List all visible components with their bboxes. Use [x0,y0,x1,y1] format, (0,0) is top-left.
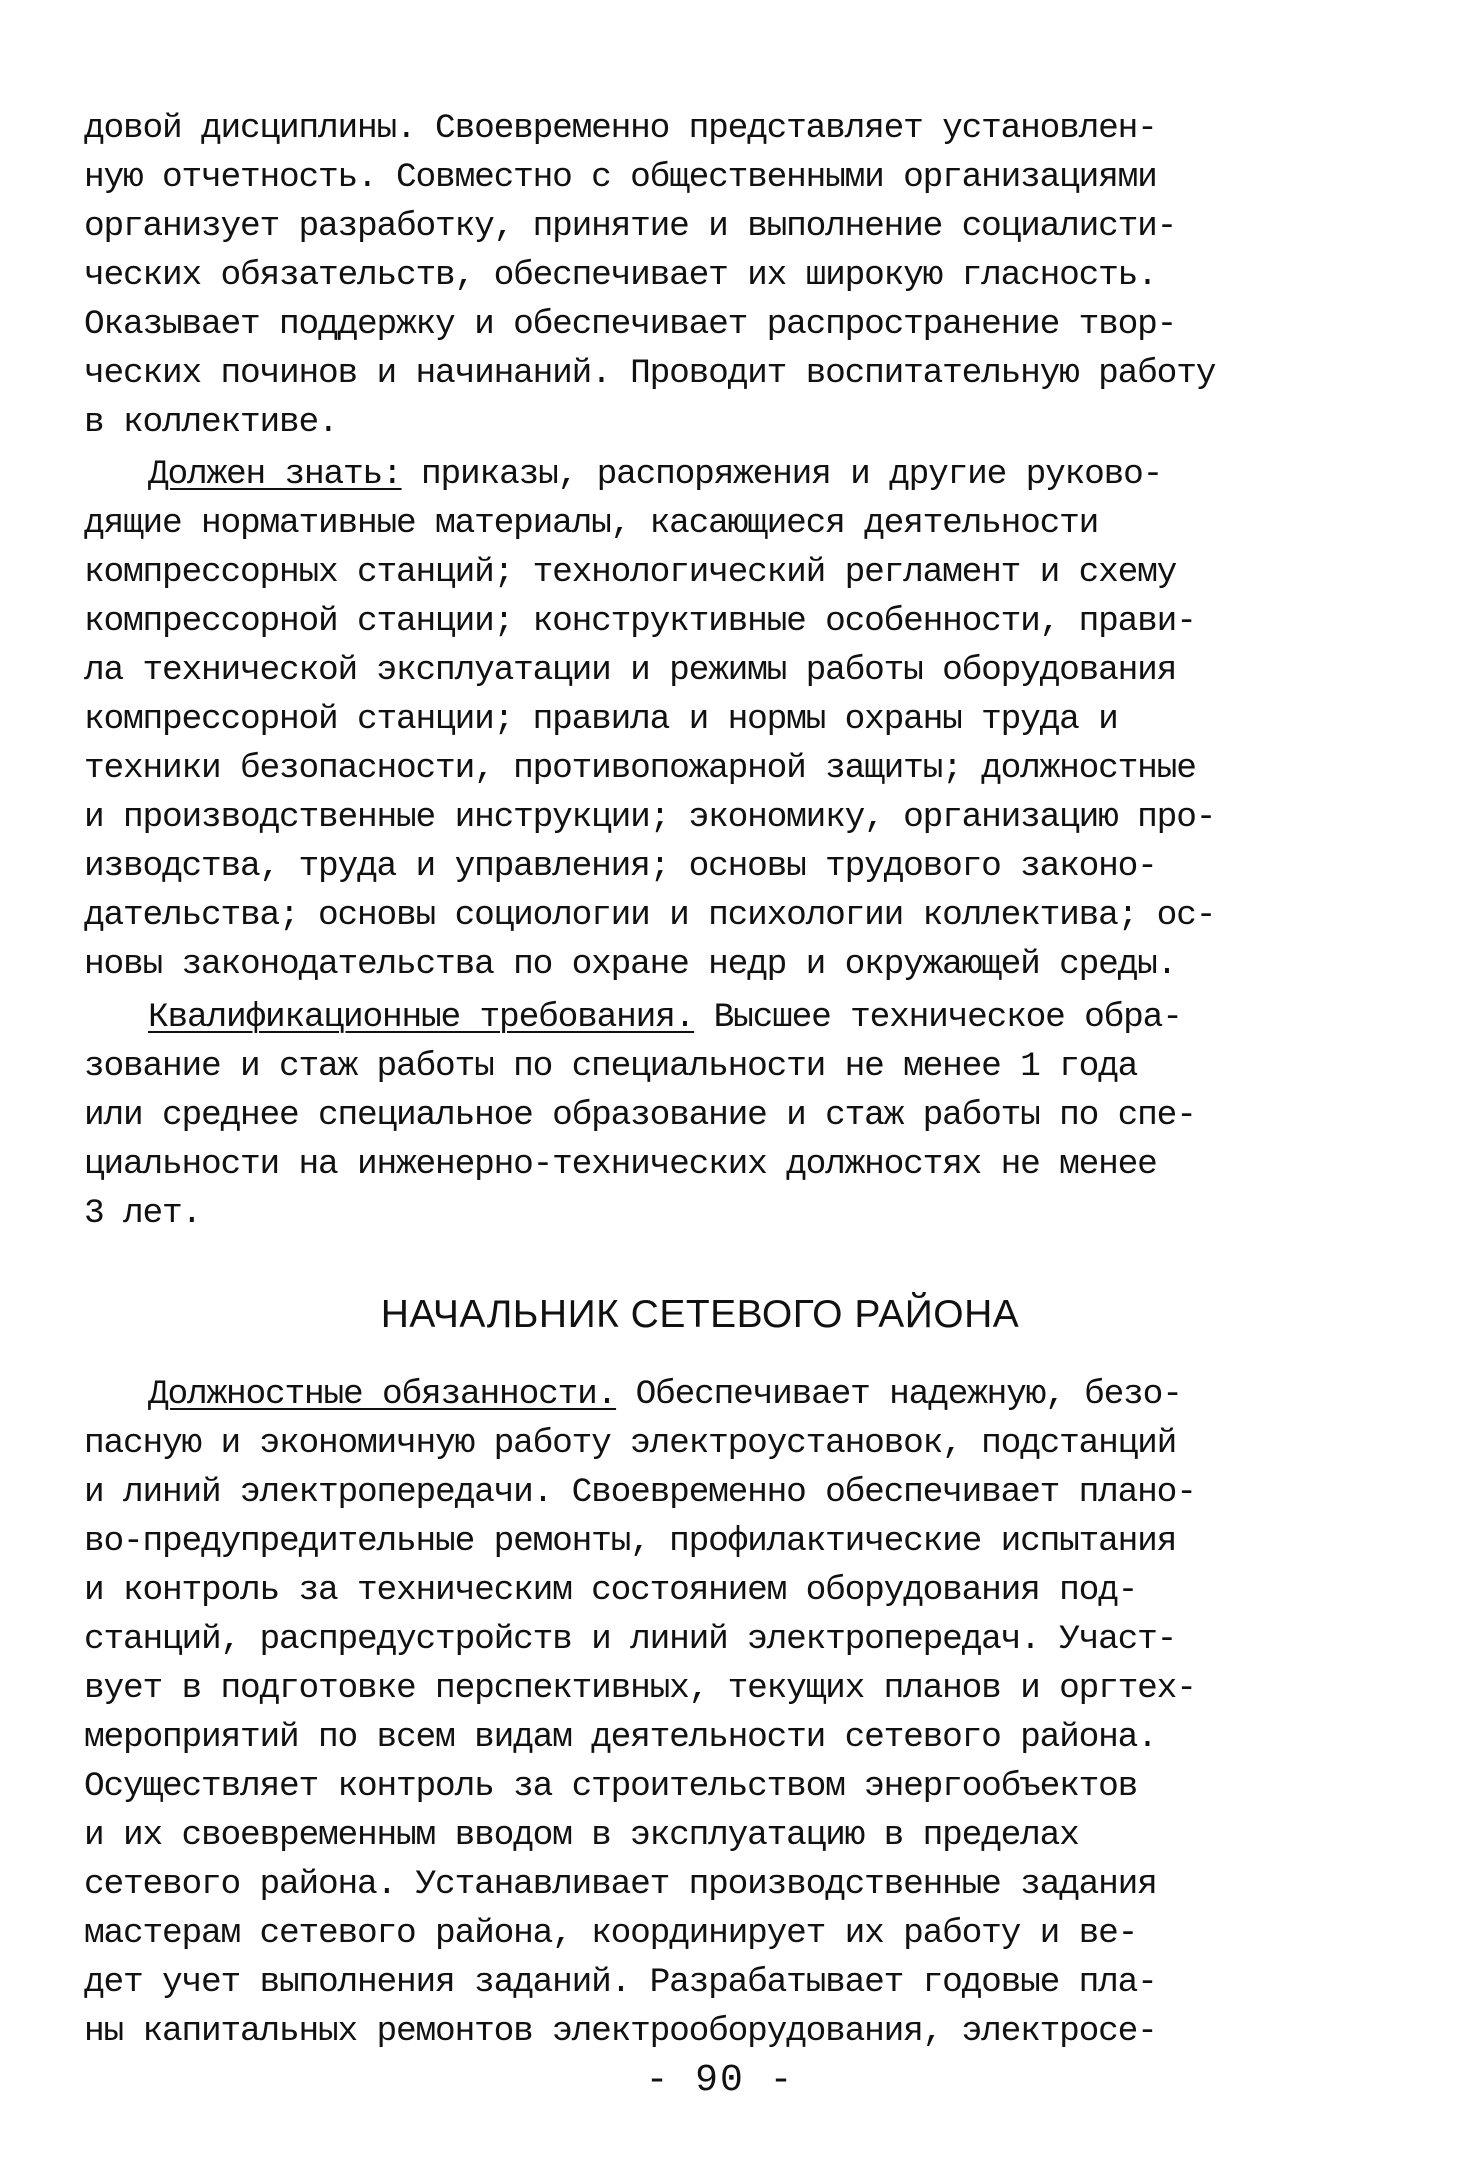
text-line: 3 лет. [84,1194,202,1233]
section-heading: НАЧАЛЬНИК СЕТЕВОГО РАЙОНА [380,1293,1020,1336]
text-fragment: приказы, распоряжения и другие руково- [401,455,1163,494]
text-line: ла технической эксплуатации и режимы работы оборудования [84,651,1177,690]
text-line: компрессорной станции; правила и нормы охраны труда и [84,700,1118,739]
text-line: компрессорных станций; технологический регламент и схему [84,553,1177,592]
section-label-qualifications: Квалификационные требования. [148,998,695,1037]
text-line: Осуществляет контроль за строительством энергообъектов [84,1767,1138,1806]
text-line: пасную и экономичную работу электроустановок, подстанций [84,1424,1177,1463]
text-line: сетевого района. Устанавливает производственные задания [84,1865,1157,1904]
text-line: дет учет выполнения заданий. Разрабатывает годовые пла- [84,1963,1157,2002]
text-line: и производственные инструкции; экономику, организацию про- [84,798,1216,837]
text-line: зование и стаж работы по специальности не менее 1 года [84,1047,1138,1086]
text-line: во-предупредительные ремонты, профилактические испытания [84,1522,1177,1561]
section-label-duties: Должностные обязанности. [148,1375,617,1414]
text-line: дящие нормативные материалы, касающиеся деятельности [84,504,1099,543]
text-line: и контроль за техническим состоянием оборудования под- [84,1571,1138,1610]
text-line: дательства; основы социологии и психологии коллектива; ос- [84,896,1216,935]
text-line [84,1370,1404,1419]
text-line: вует в подготовке перспективных, текущих планов и оргтех- [84,1669,1196,1708]
text-fragment: Обеспечивает надежную, безо- [616,1375,1182,1414]
text-line: техники безопасности, противопожарной защиты; должностные [84,749,1196,788]
text-line: изводства, труда и управления; основы трудового законо- [84,847,1157,886]
paragraph-qualifications [84,993,1404,1238]
text-line: в коллективе. [84,403,338,442]
text-line: станций, распредустройств и линий электропередач. Участ- [84,1620,1177,1659]
text-line: ческих обязательств, обеспечивает их широкую гласность. [84,256,1157,295]
paragraph-must-know [84,450,1404,989]
text-line: мероприятий по всем видам деятельности сетевого района. [84,1718,1157,1757]
text-line: компрессорной станции; конструктивные особенности, прави- [84,602,1196,641]
paragraph-continuation [84,104,1404,447]
text-line: ную отчетность. Совместно с общественными организациями [84,158,1157,197]
text-line: и линий электропередачи. Своевременно обеспечивает плано- [84,1473,1196,1512]
text-line: циальности на инженерно-технических должностях не менее [84,1145,1157,1184]
text-line: новы законодательства по охране недр и окружающей среды. [84,945,1177,984]
text-line: организует разработку, принятие и выполнение социалисти- [84,207,1177,246]
text-line: Оказывает поддержку и обеспечивает распространение твор- [84,305,1177,344]
section-label-must-know: Должен знать: [148,455,402,494]
text-line: или среднее специальное образование и стаж работы по спе- [84,1096,1196,1135]
page-number: - 90 - [645,2059,795,2102]
text-line: ческих починов и начинаний. Проводит воспитательную работу [84,354,1216,393]
paragraph-duties [84,1370,1404,2056]
text-line: и их своевременным вводом в эксплуатацию в пределах [84,1816,1079,1855]
text-line: мастерам сетевого района, координирует их работу и ве- [84,1914,1138,1953]
text-line: ны капитальных ремонтов электрооборудования, электросе- [84,2012,1157,2051]
text-line [84,450,1404,499]
text-line: довой дисциплины. Своевременно представляет установлен- [84,109,1157,148]
text-fragment: Высшее техническое обра- [694,998,1182,1037]
text-line [84,993,1404,1042]
